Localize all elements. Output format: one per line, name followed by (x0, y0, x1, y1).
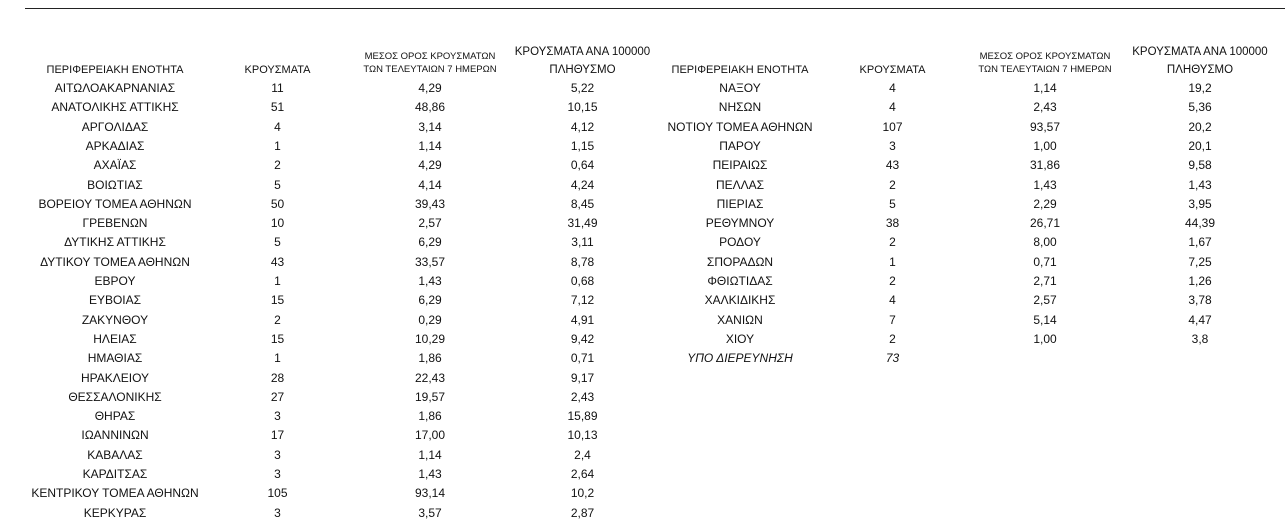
cell-per100k: 2,4 (574, 447, 591, 462)
cell-avg7: 6,29 (418, 235, 442, 250)
cell-avg7: 93,14 (414, 486, 446, 501)
cell-region: ΖΑΚΥΝΘΟΥ (81, 312, 149, 327)
cell-avg7: 0,71 (1033, 254, 1057, 269)
header-avg7-line1: ΜΕΣΟΣ ΟΡΟΣ ΚΡΟΥΣΜΑΤΩΝ (364, 51, 496, 62)
cell-cases: 27 (270, 389, 285, 404)
cell-avg7: 33,57 (414, 254, 446, 269)
cell-cases: 2 (889, 331, 896, 346)
cell-per100k: 9,42 (570, 331, 595, 346)
cell-region: ΧΑΛΚΙΔΙΚΗΣ (704, 293, 776, 308)
table-row (0, 330, 1209, 349)
cell-region: ΡΕΘΥΜΝΟΥ (705, 216, 775, 231)
cell-cases: 7 (889, 312, 896, 327)
cell-avg7: 2,57 (1033, 293, 1057, 308)
cell-avg7: 2,29 (1033, 196, 1057, 211)
table-row (0, 253, 1212, 272)
cell-avg7: 1,86 (418, 351, 442, 366)
cell-avg7: 1,43 (418, 274, 442, 288)
header-region: ΠΕΡΙΦΕΡΕΙΑΚΗ ΕΝΟΤΗΤΑ (46, 64, 184, 76)
cell-cases: 4 (274, 119, 281, 134)
cell-region: ΑΡΚΑΔΙΑΣ (85, 138, 145, 153)
cell-per100k: 2,64 (570, 467, 595, 481)
top-rule (25, 8, 1285, 9)
cell-cases: 17 (270, 428, 285, 443)
cell-avg7: 1,43 (418, 467, 442, 481)
cell-per100k: 0,68 (570, 274, 595, 288)
cell-avg7: 4,14 (418, 177, 442, 192)
cell-per100k: 9,17 (570, 370, 595, 385)
cell-region: ΚΕΝΤΡΙΚΟΥ ΤΟΜΕΑ ΑΘΗΝΩΝ (31, 486, 199, 501)
cell-cases: 3 (274, 505, 281, 520)
cell-cases: 2 (274, 158, 281, 173)
cell-per100k: 4,24 (570, 177, 595, 192)
cell-per100k: 8,45 (570, 196, 595, 211)
cell-region: ΧΙΟΥ (725, 331, 755, 346)
cell-avg7: 3,14 (418, 119, 442, 134)
cell-region: ΣΠΟΡΑΔΩΝ (706, 254, 774, 269)
table-row (0, 176, 1212, 195)
cell-per100k: 3,78 (1188, 293, 1212, 308)
table-row (0, 214, 1216, 233)
cell-avg7: 8,00 (1033, 235, 1057, 250)
table-row (0, 98, 1212, 117)
cell-cases: 50 (270, 196, 285, 211)
table-row (0, 407, 640, 426)
cell-avg7: 19,57 (414, 389, 446, 404)
table-row (0, 388, 640, 407)
table-row (0, 156, 1212, 175)
cell-per100k: 1,43 (1188, 177, 1212, 192)
cell-cases: 28 (270, 370, 285, 385)
header-avg7-line1: ΜΕΣΟΣ ΟΡΟΣ ΚΡΟΥΣΜΑΤΩΝ (979, 51, 1111, 62)
cell-region: ΚΕΡΚΥΡΑΣ (83, 505, 147, 520)
header-region: ΠΕΡΙΦΕΡΕΙΑΚΗ ΕΝΟΤΗΤΑ (671, 64, 809, 76)
cell-cases: 5 (274, 235, 281, 250)
cell-region: ΗΡΑΚΛΕΙΟΥ (80, 370, 150, 385)
cell-region: ΧΑΝΙΩΝ (717, 312, 763, 327)
cell-cases: 2 (274, 312, 281, 327)
cell-region: ΘΕΣΣΑΛΟΝΙΚΗΣ (68, 389, 162, 404)
cell-avg7: 4,29 (418, 158, 442, 173)
cell-per100k: 9,58 (1188, 158, 1212, 173)
cell-region: ΠΙΕΡΙΑΣ (716, 196, 764, 211)
cell-per100k: 7,25 (1188, 254, 1212, 269)
cell-region: ΑΝΑΤΟΛΙΚΗΣ ΑΤΤΙΚΗΣ (51, 100, 179, 115)
cell-cases: 3 (274, 447, 281, 462)
header-per100k-line1: ΚΡΟΥΣΜΑΤΑ ΑΝΑ 100000 (1132, 46, 1268, 58)
cell-per100k: 3,8 (1191, 331, 1209, 346)
cell-region: ΠΕΛΛΑΣ (715, 177, 765, 192)
table-row (0, 195, 1212, 214)
cell-region: ΔΥΤΙΚΗΣ ΑΤΤΙΚΗΣ (64, 235, 166, 250)
cell-cases: 3 (274, 467, 281, 481)
cell-per100k: 20,1 (1188, 138, 1212, 153)
cell-avg7: 2,71 (1033, 274, 1057, 288)
header-per100k-line1: ΚΡΟΥΣΜΑΤΑ ΑΝΑ 100000 (514, 46, 651, 58)
cell-avg7: 1,00 (1033, 138, 1057, 153)
cell-avg7: 39,43 (414, 196, 446, 211)
cell-region: ΚΑΡΔΙΤΣΑΣ (82, 467, 148, 481)
cell-cases: 1 (889, 254, 896, 269)
cell-per100k: 10,13 (567, 428, 598, 443)
cell-avg7: 3,57 (418, 505, 442, 520)
table-row (0, 79, 1212, 98)
header-per100k-line2: ΠΛΗΘΥΣΜΟ (549, 64, 616, 76)
cell-per100k: 31,49 (567, 216, 598, 231)
cell-cases: 11 (271, 81, 284, 95)
cell-per100k: 7,12 (570, 293, 595, 308)
cell-per100k: 19,2 (1188, 81, 1212, 95)
cell-avg7: 1,86 (418, 409, 442, 424)
cell-avg7: 1,14 (1033, 81, 1057, 95)
cell-avg7: 93,57 (1029, 119, 1061, 134)
cell-region: ΠΕΙΡΑΙΩΣ (712, 158, 768, 173)
cell-region: ΦΘΙΩΤΙΔΑΣ (707, 274, 773, 288)
table-row (0, 272, 1212, 291)
cell-cases: 5 (889, 196, 896, 211)
cell-per100k: 5,36 (1188, 100, 1212, 115)
cell-region: ΝΗΣΩΝ (718, 100, 762, 115)
cell-region: ΒΟΡΕΙΟΥ ΤΟΜΕΑ ΑΘΗΝΩΝ (38, 196, 192, 211)
cell-avg7: 1,14 (418, 138, 442, 153)
cell-region: ΝΑΞΟΥ (719, 81, 761, 95)
cell-per100k: 4,91 (570, 312, 595, 327)
cell-region: ΠΑΡΟΥ (719, 138, 761, 153)
cell-per100k: 20,2 (1188, 119, 1212, 134)
cell-per100k: 8,78 (570, 254, 595, 269)
cell-avg7: 4,29 (418, 81, 442, 95)
cell-cases: 10 (270, 216, 285, 231)
cell-region: ΕΒΡΟΥ (94, 274, 136, 288)
cell-region: ΗΜΑΘΙΑΣ (87, 351, 143, 366)
cell-cases: 1 (274, 138, 281, 153)
cell-avg7: 48,86 (414, 100, 446, 115)
cell-per100k: 2,87 (570, 505, 595, 520)
table-row (0, 118, 1212, 137)
cell-cases: 2 (889, 177, 896, 192)
table-row (0, 369, 640, 388)
cell-per100k: 10,2 (570, 486, 595, 501)
cell-cases: 1 (274, 274, 281, 288)
table-row (0, 446, 640, 465)
cell-cases: 15 (270, 293, 285, 308)
cell-per100k: 3,95 (1188, 196, 1212, 211)
cell-per100k: 1,26 (1188, 274, 1212, 288)
cell-avg7: 2,57 (418, 216, 442, 231)
header-per100k-line2: ΠΛΗΘΥΣΜΟ (1166, 64, 1234, 76)
cell-per100k: 0,64 (570, 158, 595, 173)
cell-per100k: 4,47 (1188, 312, 1212, 327)
cell-per100k: 3,11 (571, 235, 594, 250)
cell-cases: 3 (274, 409, 281, 424)
cell-cases: 43 (270, 254, 285, 269)
table-row (0, 137, 1212, 156)
cell-avg7: 0,29 (418, 312, 442, 327)
cell-region: ΥΠΟ ΔΙΕΡΕΥΝΗΣΗ (687, 351, 793, 366)
cell-cases: 4 (889, 293, 896, 308)
cell-region: ΔΥΤΙΚΟΥ ΤΟΜΕΑ ΑΘΗΝΩΝ (40, 254, 190, 269)
cell-per100k: 15,89 (567, 409, 598, 424)
cell-per100k: 0,71 (570, 351, 595, 366)
cell-cases: 4 (889, 81, 896, 95)
cell-avg7: 1,00 (1033, 331, 1057, 346)
cell-avg7: 26,71 (1029, 216, 1061, 231)
cell-avg7: 17,00 (414, 428, 446, 443)
cell-region: ΚΑΒΑΛΑΣ (87, 447, 143, 462)
cell-cases: 2 (889, 274, 896, 288)
header-avg7-line2: ΤΩΝ ΤΕΛΕΥΤΑΙΩΝ 7 ΗΜΕΡΩΝ (978, 64, 1112, 75)
cell-per100k: 10,15 (567, 100, 598, 115)
cell-region: ΗΛΕΙΑΣ (93, 331, 137, 346)
table-row (0, 426, 640, 445)
cell-region: ΘΗΡΑΣ (94, 409, 136, 424)
cell-avg7: 10,29 (414, 331, 446, 346)
cell-per100k: 4,12 (570, 119, 595, 134)
table-row (0, 233, 1212, 252)
cell-region: ΒΟΙΩΤΙΑΣ (87, 177, 143, 192)
cell-avg7: 1,43 (1033, 177, 1057, 192)
cell-avg7: 31,86 (1029, 158, 1061, 173)
table-row (0, 311, 1212, 330)
cell-region: ΕΥΒΟΙΑΣ (88, 293, 142, 308)
cell-avg7: 2,43 (1033, 100, 1057, 115)
header-cases: ΚΡΟΥΣΜΑΤΑ (859, 64, 926, 76)
cell-avg7: 1,14 (418, 447, 442, 462)
cell-region: ΓΡΕΒΕΝΩΝ (82, 216, 148, 231)
table-row (0, 484, 640, 503)
header-avg7-line2: ΤΩΝ ΤΕΛΕΥΤΑΙΩΝ 7 ΗΜΕΡΩΝ (363, 64, 497, 75)
cell-cases: 1 (274, 351, 281, 366)
cell-avg7: 5,14 (1033, 312, 1057, 327)
cell-avg7: 6,29 (418, 293, 442, 308)
cell-region: ΑΙΤΩΛΟΑΚΑΡΝΑΝΙΑΣ (54, 81, 176, 95)
header-cases: ΚΡΟΥΣΜΑΤΑ (244, 64, 311, 76)
cell-per100k: 1,15 (570, 138, 595, 153)
table-row (0, 465, 640, 484)
cell-per100k: 1,67 (1188, 235, 1212, 250)
cell-cases: 15 (270, 331, 285, 346)
table-row (0, 291, 1212, 310)
cell-per100k: 5,22 (570, 81, 595, 95)
cell-cases: 73 (885, 351, 900, 366)
cell-cases: 3 (889, 138, 896, 153)
cell-region: ΑΧΑΪΑΣ (93, 158, 137, 173)
cell-cases: 105 (267, 486, 288, 501)
cell-region: ΝΟΤΙΟΥ ΤΟΜΕΑ ΑΘΗΝΩΝ (667, 119, 813, 134)
cell-cases: 51 (270, 100, 285, 115)
cell-region: ΑΡΓΟΛΙΔΑΣ (81, 119, 149, 134)
table-row (0, 349, 900, 368)
cell-cases: 5 (274, 177, 281, 192)
cell-avg7: 22,43 (414, 370, 446, 385)
cell-region: ΡΟΔΟΥ (719, 235, 761, 250)
cell-cases: 38 (885, 216, 900, 231)
cell-cases: 2 (889, 235, 896, 250)
cell-cases: 107 (882, 119, 903, 134)
cell-cases: 43 (885, 158, 900, 173)
cell-per100k: 2,43 (570, 389, 595, 404)
cell-per100k: 44,39 (1184, 216, 1216, 231)
cell-region: ΙΩΑΝΝΙΝΩΝ (81, 428, 149, 443)
cell-cases: 4 (889, 100, 896, 115)
